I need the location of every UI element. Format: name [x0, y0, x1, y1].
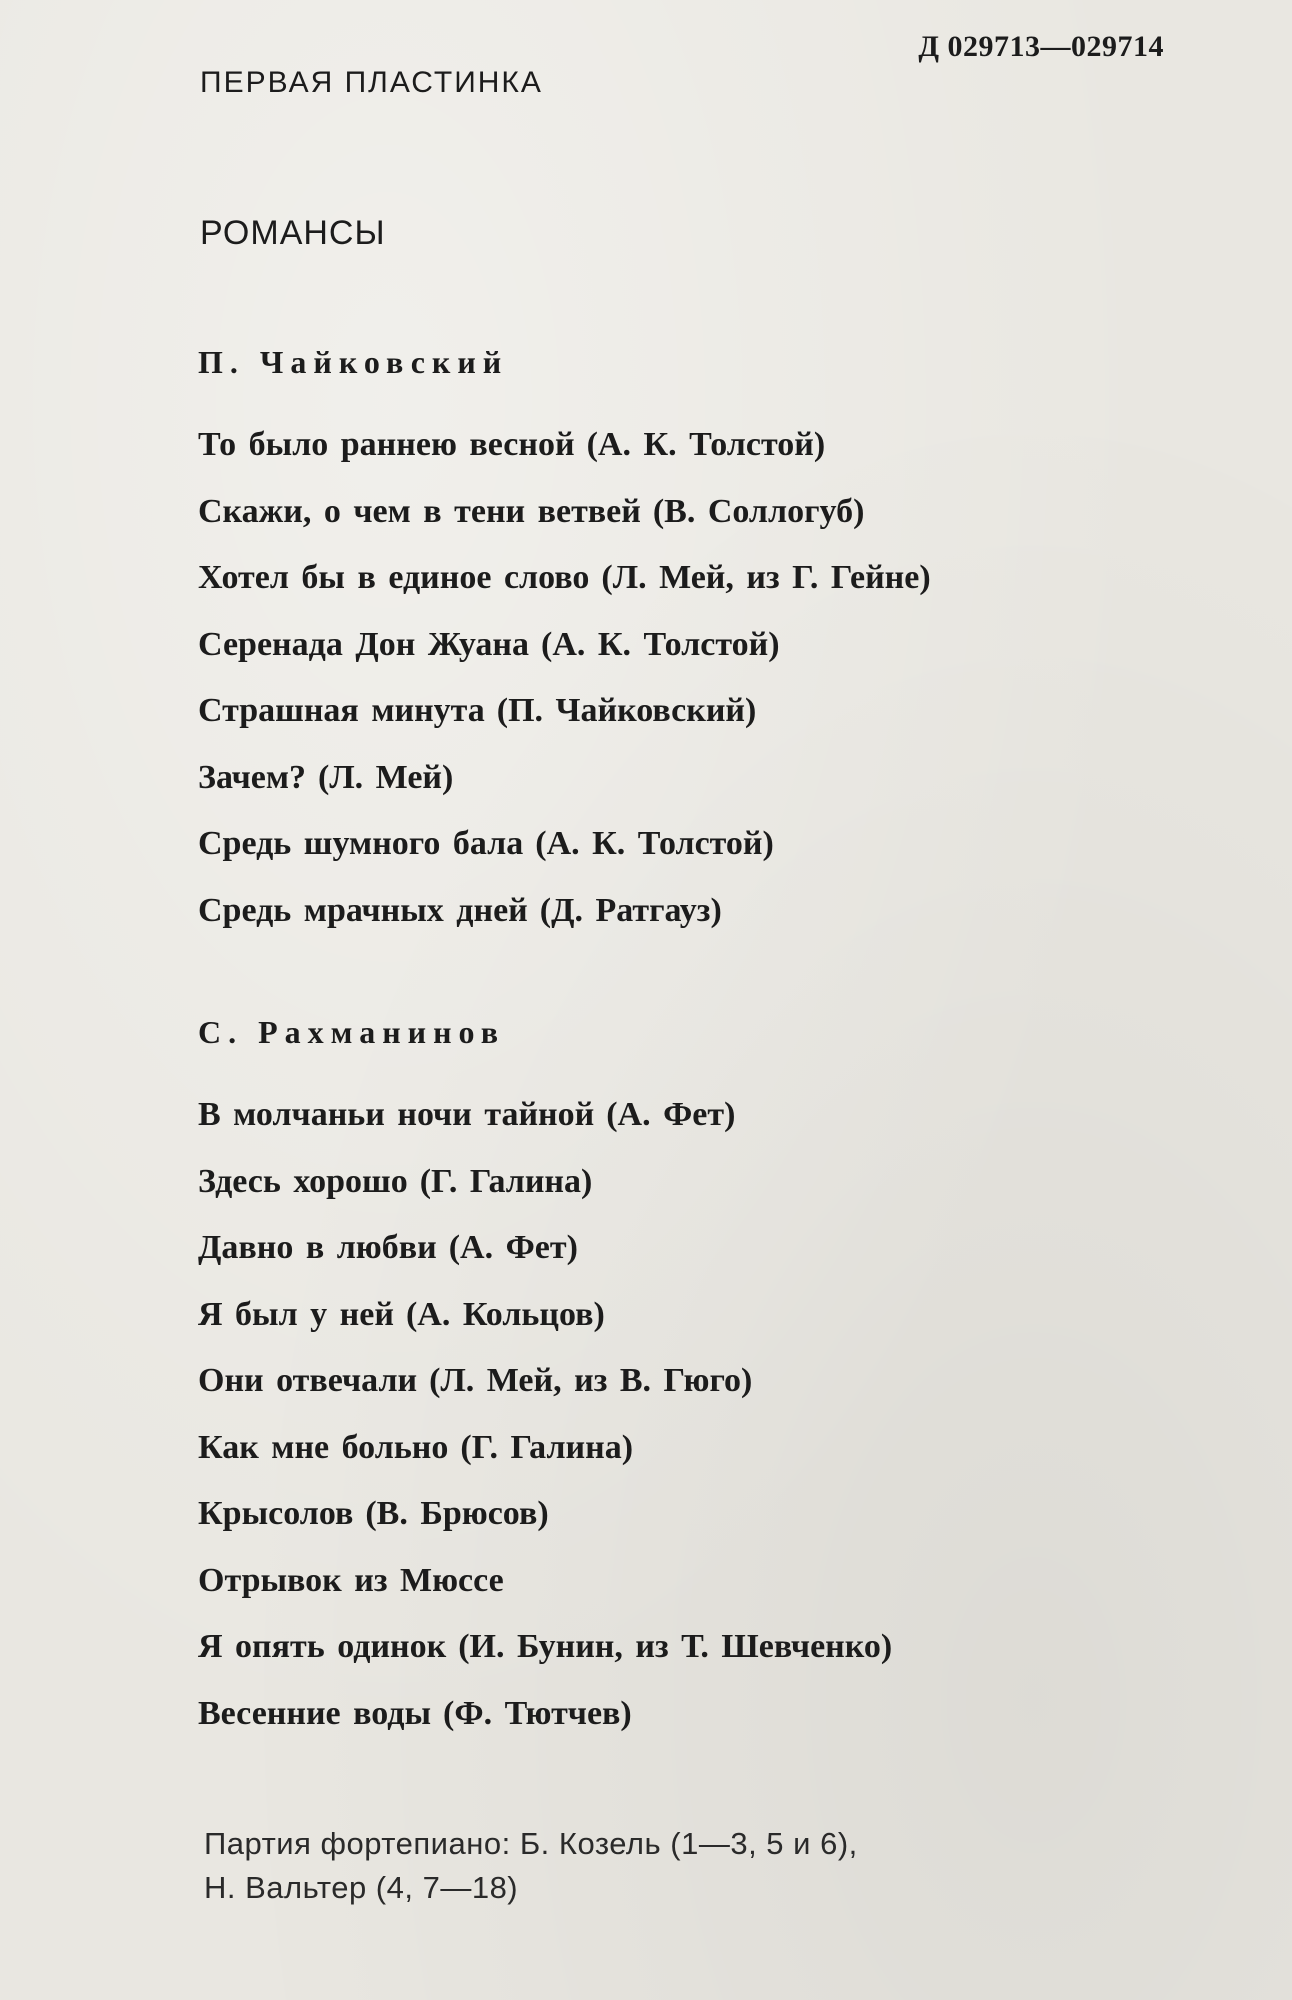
song-item	[198, 1415, 892, 1482]
song-title: Серенада Дон Жуана	[198, 625, 529, 663]
genre-heading: РОМАНСЫ	[200, 214, 386, 252]
song-title: Средь мрачных дней	[198, 891, 528, 929]
song-title: Они отвечали	[198, 1362, 418, 1399]
record-label: ПЕРВАЯ ПЛАСТИНКА	[200, 66, 543, 99]
song-item	[198, 678, 931, 745]
song-item	[198, 745, 931, 812]
song-author: (А. К. Толстой)	[541, 625, 780, 663]
song-title: В молчаньи ночи тайной	[198, 1096, 595, 1133]
piano-credits-line-2: Н. Вальтер (4, 7—18)	[204, 1870, 519, 1905]
song-item	[198, 1481, 892, 1548]
song-author: (А. Кольцов)	[405, 1295, 605, 1333]
song-title: Я опять одинок	[198, 1628, 447, 1665]
song-author: (А. К. Толстой)	[586, 426, 826, 463]
composer-name: П. Чайковский	[198, 344, 509, 380]
song-author: (А. Фет)	[448, 1229, 578, 1266]
song-author: (Д. Ратгауз)	[539, 891, 722, 929]
song-title: Зачем?	[198, 758, 307, 796]
song-author: (Л. Мей, из В. Гюго)	[429, 1362, 753, 1399]
catalog-number: Д 029713—029714	[918, 30, 1164, 63]
song-author: (В. Соллогуб)	[652, 492, 865, 530]
song-title: Как мне больно	[198, 1428, 449, 1466]
song-item	[198, 479, 931, 546]
song-title: Давно в любви	[198, 1229, 437, 1266]
song-author: (И. Бунин, из Т. Шевченко)	[458, 1628, 893, 1665]
song-item	[198, 412, 931, 479]
song-author: (Ф. Тютчев)	[443, 1694, 632, 1732]
song-title: Я был у ней	[198, 1295, 394, 1333]
song-author: (Г. Галина)	[460, 1428, 634, 1466]
song-item	[198, 545, 931, 612]
song-title: Средь шумного бала	[198, 825, 524, 862]
song-author: (П. Чайковский)	[496, 692, 757, 729]
song-author: (А. Фет)	[606, 1096, 736, 1133]
song-title: Скажи, о чем в тени ветвей	[198, 492, 641, 530]
song-item	[198, 1348, 892, 1415]
song-title: Хотел бы в единое слово	[198, 559, 590, 596]
song-author: (Л. Мей, из Г. Гейне)	[601, 559, 931, 596]
song-item	[198, 1149, 892, 1216]
song-title: То было раннею весной	[198, 426, 575, 463]
piano-credits-line-1: Партия фортепиано: Б. Козель (1—3, 5 и 6),	[204, 1826, 858, 1861]
composer-name: С. Рахманинов	[198, 1014, 506, 1050]
song-item	[198, 1282, 892, 1349]
song-author: (Г. Галина)	[419, 1162, 593, 1200]
section-tchaikovsky	[198, 340, 931, 944]
section-rachmaninoff	[198, 1010, 892, 1747]
song-item	[198, 1681, 892, 1748]
song-item	[198, 1215, 892, 1282]
song-title: Весенние воды	[198, 1694, 432, 1732]
song-title: Страшная минута	[198, 692, 485, 729]
song-author: (А. К. Толстой)	[535, 825, 774, 862]
song-item	[198, 811, 931, 878]
song-title: Крысолов	[198, 1495, 354, 1532]
song-item	[198, 1548, 892, 1615]
song-title: Здесь хорошо	[198, 1162, 408, 1200]
song-item	[198, 1614, 892, 1681]
piano-credits	[204, 1822, 858, 1910]
song-item	[198, 878, 931, 945]
song-item	[198, 612, 931, 679]
song-item	[198, 1082, 892, 1149]
song-author: (Л. Мей)	[318, 758, 454, 796]
song-title: Отрывок из Мюссе	[198, 1561, 504, 1599]
song-author: (В. Брюсов)	[365, 1495, 549, 1532]
